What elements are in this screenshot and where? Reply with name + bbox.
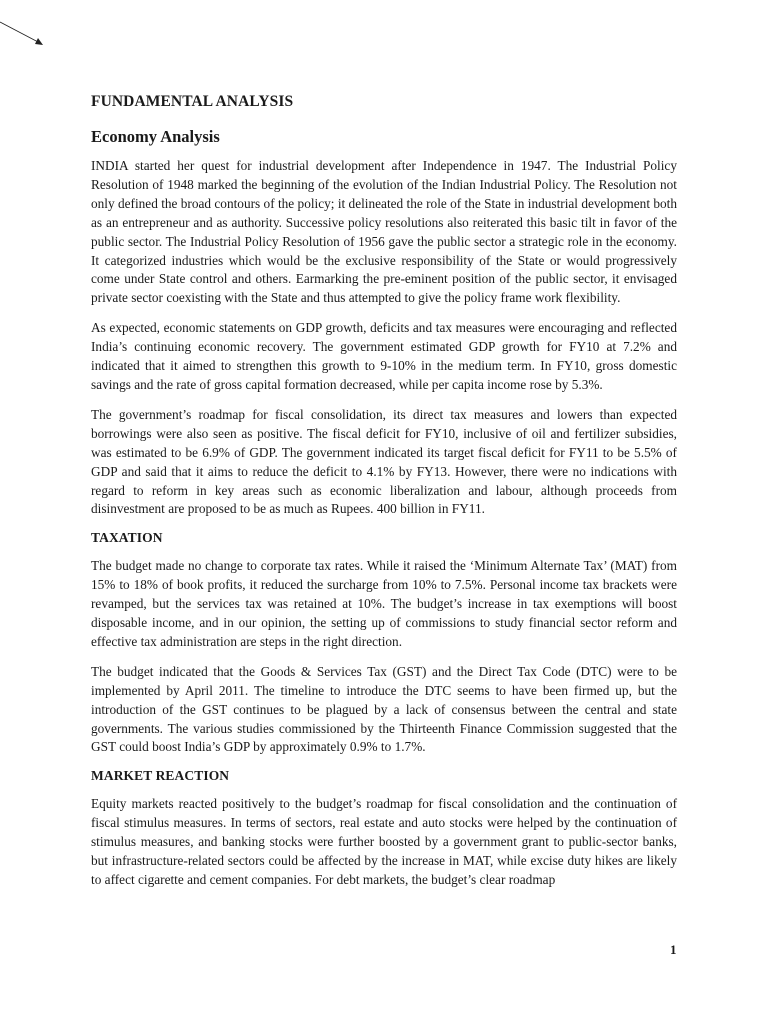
paragraph: The budget indicated that the Goods & Services Tax (GST) and the Direct Tax Code (DTC) were to be implemented by April 2011. The timeline to introduce the DTC seems to have been firmed up, but the introduction of the GST continues to be plagued by a lack of consensus between the central and state governments. The various studies commissioned by the Thirteenth Finance Commission suggested that the GST could boost India’s GDP by approximately 0.9% to 1.7%. [91, 663, 677, 755]
paragraph: The government’s roadmap for fiscal consolidation, its direct tax measures and lowers than expected borrowings were also seen as positive. The fiscal deficit for FY10, inclusive of oil and fertilizer subsidies, was estimated to be 6.9% of GDP. The government indicated its target fiscal deficit for FY11 to be 5.5% of GDP and said that it aims to reduce the deficit to 4.1% by FY13. However, there were no indications with regard to reform in key areas such as economic liberalization and labour, although proceeds from disinvestment are proposed to be as much as Rupees. 400 billion in FY11. [91, 406, 677, 517]
paragraph: INDIA started her quest for industrial development after Independence in 1947. The Industrial Policy Resolution of 1948 marked the beginning of the evolution of the Indian Industrial Policy. The Resolution not only defined the broad contours of the policy; it delineated the role of the State in industrial development both as an entrepreneur and as authority. Successive policy resolutions also reiterated this basic tilt in favor of the public sector. The Industrial Policy Resolution of 1956 gave the public sector a strategic role in the economy. It categorized industries which would be the exclusive responsibility of the State or would progressively come under State control and others. Earmarking the pre-eminent position of the public sector, it envisaged private sector coexisting with the State and thus attempted to give the policy frame work flexibility. [91, 158, 677, 306]
taxation-heading: TAXATION [91, 530, 163, 546]
page-number: 1 [670, 942, 677, 957]
section-title: Economy Analysis [91, 127, 220, 146]
document-page [91, 93, 677, 901]
paragraph: Equity markets reacted positively to the budget’s roadmap for fiscal consolidation and the continuation of fiscal stimulus measures. In terms of sectors, real estate and auto stocks were helped by the continuation of stimulus measures, and banking stocks were further boosted by a government grant to public-sector banks, but infrastructure-related sectors could be affected by the increase in MAT, while excise duty hikes are likely to affect cigarette and cement companies. For debt markets, the budget’s clear roadmap [91, 796, 677, 887]
market-reaction-heading: MARKET REACTION [91, 768, 230, 784]
corner-arrow-icon [0, 0, 48, 48]
paragraph: The budget made no change to corporate tax rates. While it raised the ‘Minimum Alternate Tax’ (MAT) from 15% to 18% of book profits, it reduced the surcharge from 10% to 7.5%. Personal income tax brackets were revamped, but the services tax was retained at 10%. The budget’s increase in tax exemptions will boost disposable income, and in our opinion, the setting up of commissions to study financial sector reform and effective tax administration are steps in the right direction. [91, 558, 677, 649]
document-title: FUNDAMENTAL ANALYSIS [91, 93, 294, 110]
paragraph: As expected, economic statements on GDP growth, deficits and tax measures were encouraging and reflected India’s continuing economic recovery. The government estimated GDP growth for FY10 at 7.2% and indicated that it aimed to strengthen this growth to 9-10% in the medium term. In FY10, gross domestic savings and the rate of gross capital formation decreased, while per capita income rose by 5.3%. [91, 320, 677, 392]
